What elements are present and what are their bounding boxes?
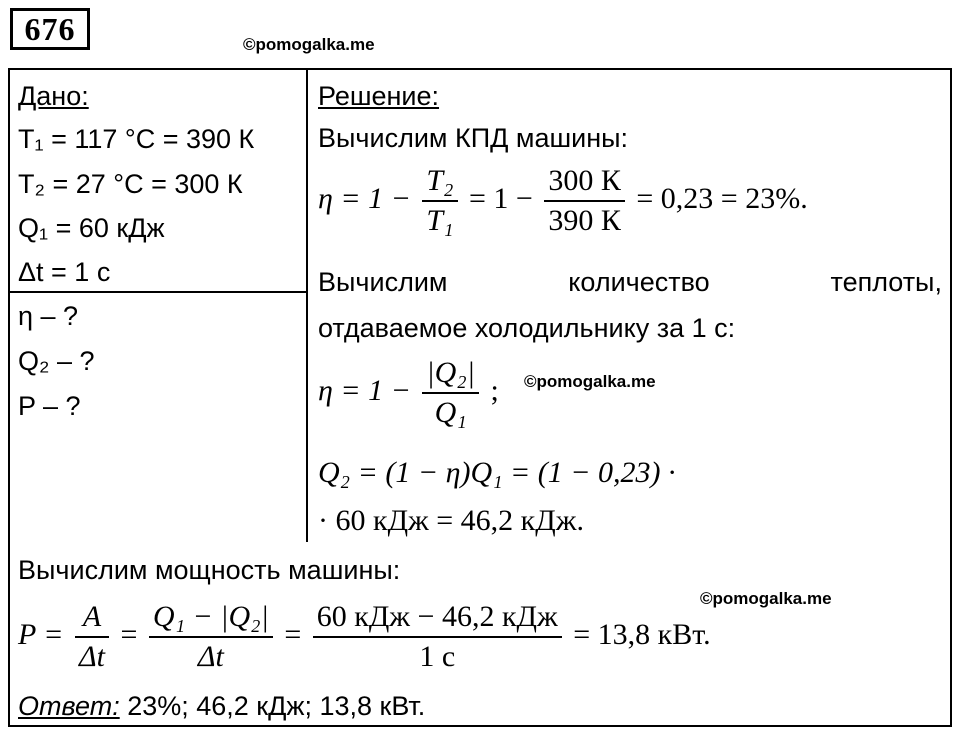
watermark: ©pomogalka.me xyxy=(524,372,656,391)
eq1-numerator: T₂ xyxy=(422,162,457,202)
eq5-equals: = xyxy=(284,617,302,651)
eq1-lhs: η = 1 − xyxy=(318,181,411,215)
given-t1: T₁ = 117 °C = 390 К xyxy=(18,124,255,154)
eq5-denominator3: 1 с xyxy=(419,640,456,673)
eq5-denominator2: Δt xyxy=(197,640,224,673)
given-find-divider xyxy=(8,291,308,293)
column-divider xyxy=(306,68,308,542)
power-formula xyxy=(18,598,711,676)
solution-step1: Вычислим КПД машины: xyxy=(318,123,629,153)
find-p: P – ? xyxy=(18,391,81,421)
heat-q2-result: · 60 кДж = 46,2 кДж. xyxy=(318,504,584,537)
eq1-fraction2 xyxy=(544,162,625,240)
eq1-denominator: T₁ xyxy=(426,204,454,237)
eq1-denominator2: 390 К xyxy=(548,204,621,237)
given-dt: Δt = 1 с xyxy=(18,257,111,287)
watermark: ©pomogalka.me xyxy=(243,35,375,54)
efficiency-heat-formula xyxy=(318,354,499,432)
eq5-numerator2: Q₁ − |Q₂| xyxy=(149,598,273,638)
eq1-mid: = 1 − xyxy=(469,181,533,215)
step2-word: теплоты, xyxy=(830,267,942,297)
given-heading: Дано: xyxy=(18,81,89,111)
eq2-denominator: Q₁ xyxy=(434,396,467,429)
eq5-fraction2 xyxy=(149,598,273,676)
eq1-numerator2: 300 К xyxy=(544,162,625,202)
heat-q2-formula: Q₂ = (1 − η)Q₁ = (1 − 0,23) · xyxy=(318,456,676,489)
eq5-lhs: P = xyxy=(18,617,64,651)
watermark: ©pomogalka.me xyxy=(700,589,832,608)
answer-line xyxy=(18,690,425,722)
find-eta: η – ? xyxy=(18,301,79,331)
eq1-fraction xyxy=(422,162,457,240)
answer-text: 23%; 46,2 кДж; 13,8 кВт. xyxy=(119,691,426,721)
eq5-fraction3 xyxy=(313,598,562,676)
eq2-numerator: |Q₂| xyxy=(422,354,479,394)
eq1-rhs: = 0,23 = 23%. xyxy=(636,181,808,215)
eq2-rhs: ; xyxy=(490,373,499,407)
eq5-fraction1 xyxy=(75,598,109,676)
step2-word: Вычислим xyxy=(318,267,448,297)
find-q2: Q₂ – ? xyxy=(18,346,95,376)
answer-label: Ответ: xyxy=(18,691,120,721)
eq2-fraction xyxy=(422,354,479,432)
solution-step2-line1 xyxy=(318,266,942,298)
problem-number: 676 xyxy=(10,8,90,50)
eq5-denominator1: Δt xyxy=(79,640,105,673)
solution-heading: Решение: xyxy=(318,81,440,111)
efficiency-formula xyxy=(318,162,808,240)
eq5-equals: = xyxy=(120,617,138,651)
given-q1: Q₁ = 60 кДж xyxy=(18,213,165,243)
solution-step3: Вычислим мощность машины: xyxy=(18,555,401,585)
eq5-numerator1: A xyxy=(75,598,109,638)
eq5-numerator3: 60 кДж − 46,2 кДж xyxy=(313,598,562,638)
given-t2: T₂ = 27 °C = 300 К xyxy=(18,169,243,199)
solution-step2-line2: отдаваемое холодильнику за 1 с: xyxy=(318,313,736,343)
eq5-rhs: = 13,8 кВт. xyxy=(573,617,711,651)
eq2-lhs: η = 1 − xyxy=(318,373,411,407)
step2-word: количество xyxy=(568,267,710,297)
